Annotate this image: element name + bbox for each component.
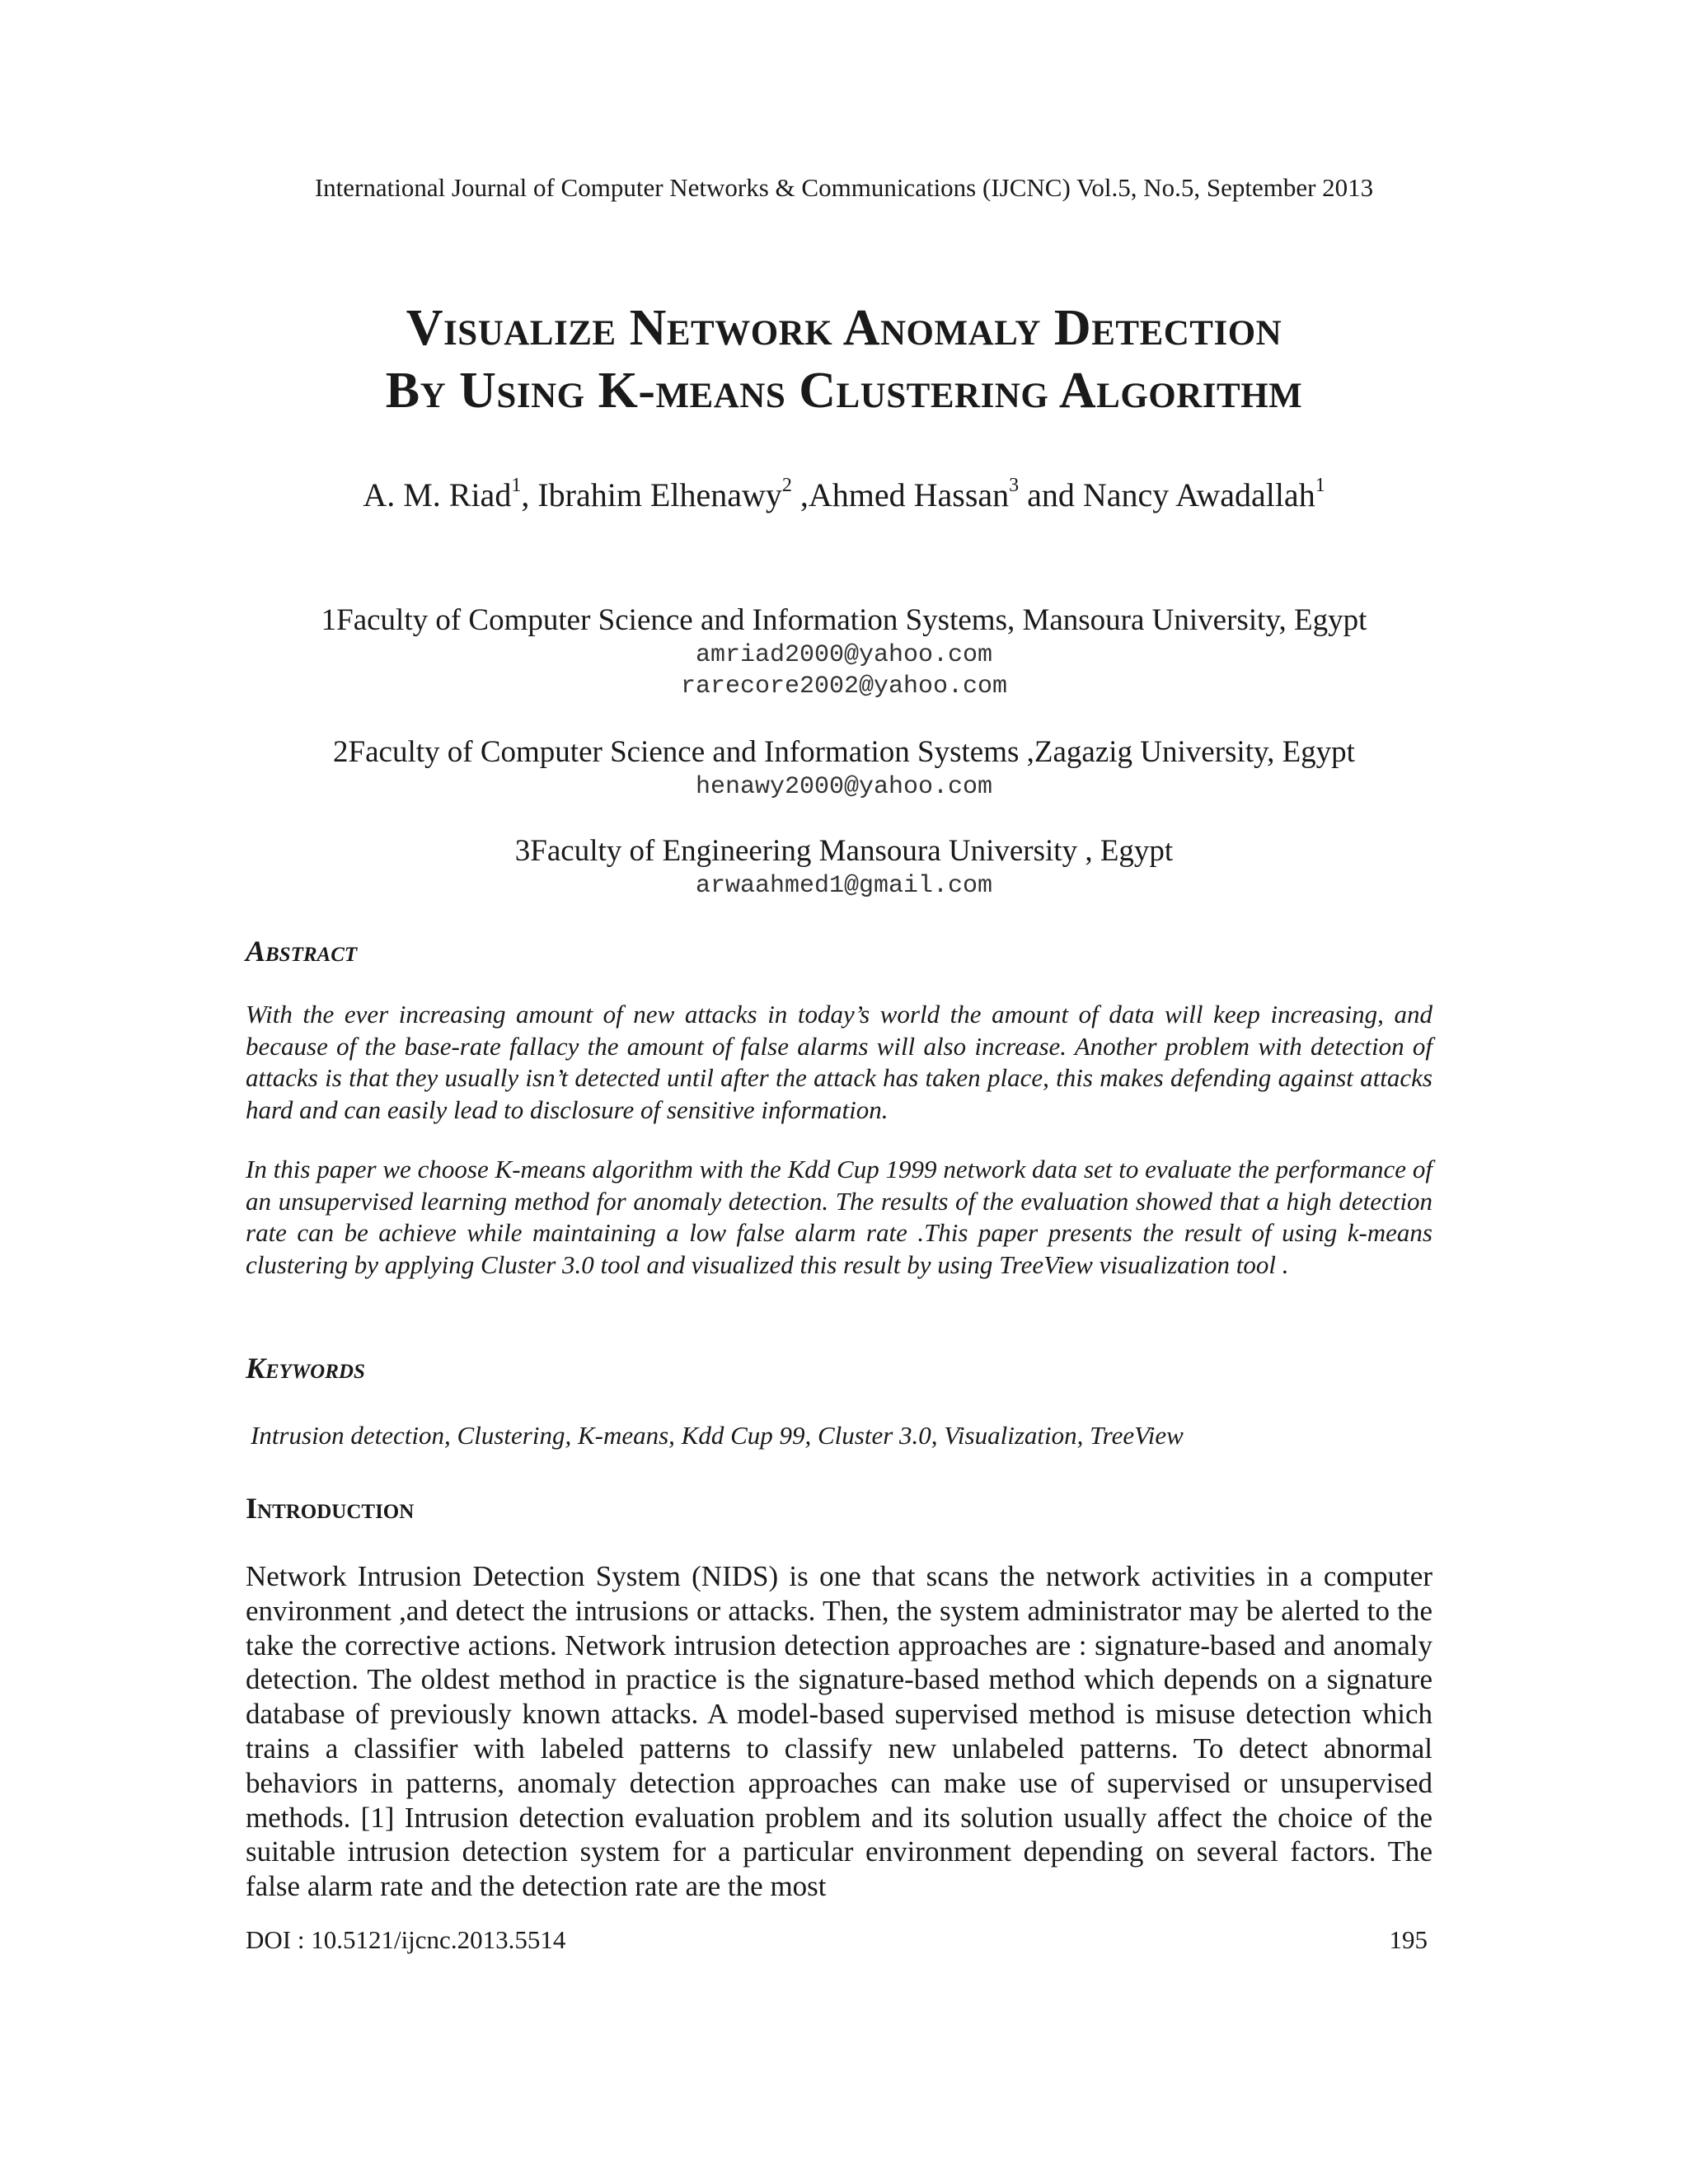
introduction-heading: Introduction xyxy=(246,1492,415,1525)
abstract-heading: Abstract xyxy=(246,935,358,968)
affiliation-2 xyxy=(0,733,1688,803)
author-list xyxy=(0,475,1688,516)
page-number: 195 xyxy=(1389,1925,1428,1954)
author-4-affil-mark: 1 xyxy=(1315,475,1325,496)
affiliation-1-name: 1Faculty of Computer Science and Information Systems, Mansoura University, Egypt xyxy=(321,603,1367,637)
title-line-1: Visualize Network Anomaly Detection xyxy=(406,300,1282,356)
affiliation-1-email-2[interactable]: rarecore2002@yahoo.com xyxy=(680,673,1008,701)
title-line-2: By Using K-means Clustering Algorithm xyxy=(385,363,1303,419)
abstract-paragraph-1: With the ever increasing amount of new attacks in today’s world the amount of data will keep increasing, and because of the base-rate fallacy the amount of false alarms will also increase. Another problem with detection of attacks is that they usually isn’t detected until after the attack has taken place, this makes defending against attacks hard and can easily lead to disclosure of sensitive information. xyxy=(246,1000,1432,1124)
running-header: International Journal of Computer Networks & Communications (IJCNC) Vol.5, No.5, September 2013 xyxy=(314,173,1374,202)
affiliation-1-email-1[interactable]: amriad2000@yahoo.com xyxy=(695,641,993,669)
abstract-paragraph-2: In this paper we choose K-means algorithm with the Kdd Cup 1999 network data set to evaluate the performance of an unsupervised learning method for anomaly detection. The results of the evaluation showed that a high detection rate can be achieve while maintaining a low false alarm rate .This paper presents the result of using k-means clustering by applying Cluster 3.0 tool and visualized this result by using TreeView visualization tool . xyxy=(246,1155,1432,1279)
affiliation-3 xyxy=(0,832,1688,902)
author-2: , Ibrahim Elhenawy xyxy=(521,476,782,513)
keywords-heading: Keywords xyxy=(246,1352,365,1385)
author-4: and Nancy Awadallah xyxy=(1019,476,1315,513)
introduction-paragraph: Network Intrusion Detection System (NIDS) is one that scans the network activities in a computer environment ,and detect the intrusions or attacks. Then, the system administrator may be alerted to the take the corrective actions. Network intrusion detection approaches are : signature-based and anomaly detection. The oldest method in practice is the signature-based method which depends on a signature database of previously known attacks. A model-based supervised method is misuse detection which trains a classifier with labeled patterns to classify new unlabeled patterns. To detect abnormal behaviors in patterns, anomaly detection approaches can make use of supervised or unsupervised methods. [1] Intrusion detection evaluation problem and its solution usually affect the choice of the suitable intrusion detection system for a particular environment depending on several factors. The false alarm rate and the detection rate are the most xyxy=(246,1560,1432,1903)
author-3-affil-mark: 3 xyxy=(1009,475,1020,496)
affiliation-1 xyxy=(0,602,1688,702)
affiliation-2-email-1[interactable]: henawy2000@yahoo.com xyxy=(695,773,993,801)
keywords-list: Intrusion detection, Clustering, K-means, Kdd Cup 99, Cluster 3.0, Visualization, TreeView xyxy=(251,1421,1184,1450)
affiliation-2-name: 2Faculty of Computer Science and Information Systems ,Zagazig University, Egypt xyxy=(333,735,1355,769)
author-3: ,Ahmed Hassan xyxy=(791,476,1010,513)
doi-footer: DOI : 10.5121/ijcnc.2013.5514 xyxy=(246,1925,566,1954)
author-2-affil-mark: 2 xyxy=(781,475,792,496)
affiliation-3-email-1[interactable]: arwaahmed1@gmail.com xyxy=(695,872,993,900)
author-1: A. M. Riad xyxy=(363,476,512,513)
author-1-affil-mark: 1 xyxy=(511,475,522,496)
paper-title xyxy=(0,297,1688,422)
affiliation-3-name: 3Faculty of Engineering Mansoura University , Egypt xyxy=(514,834,1174,868)
